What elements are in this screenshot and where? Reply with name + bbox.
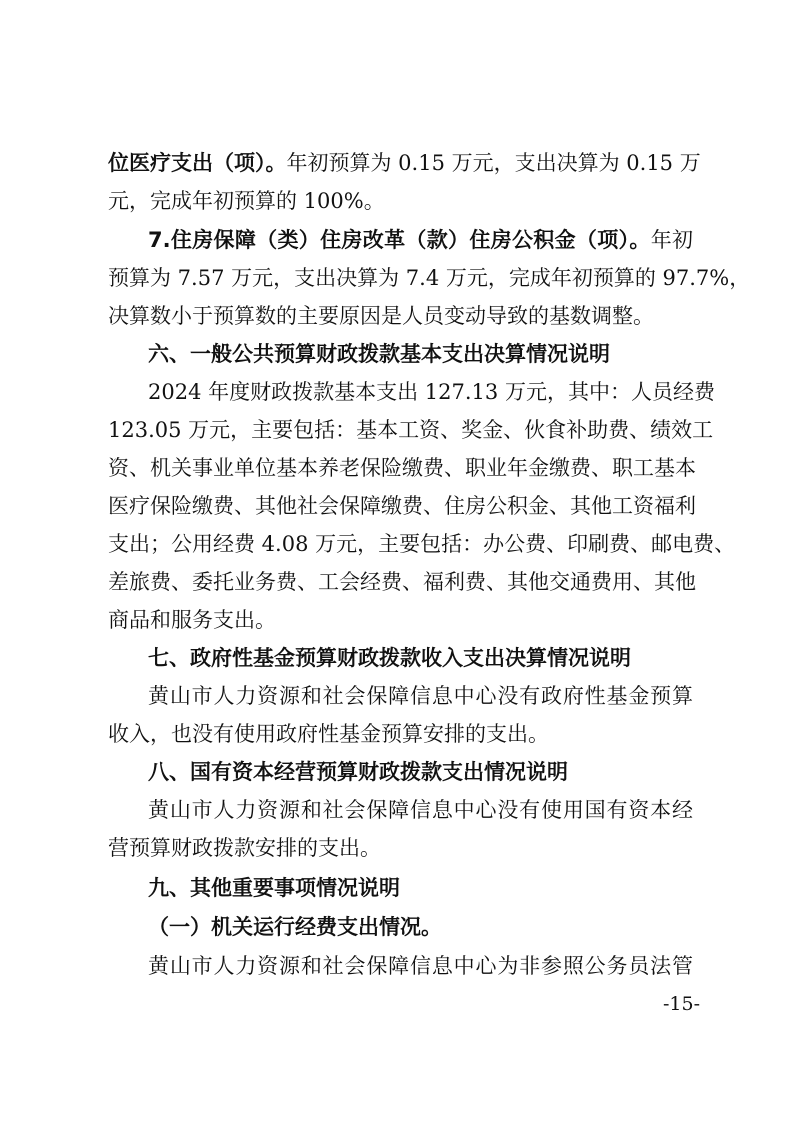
section-heading: 六、一般公共预算财政拨款基本支出决算情况说明 <box>148 342 610 366</box>
body-line: 决算数小于预算数的主要原因是人员变动导致的基数调整。 <box>108 304 654 328</box>
section-heading: 九、其他重要事项情况说明 <box>148 876 400 900</box>
body-text: 年初 <box>650 228 694 252</box>
body-line: 2024 年度财政拨款基本支出 127.13 万元，其中：人员经费 <box>148 380 715 404</box>
body-line <box>148 225 693 255</box>
body-line: 差旅费、委托业务费、工会经费、福利费、其他交通费用、其他 <box>108 570 696 594</box>
page-number: -15- <box>662 993 700 1015</box>
body-text: 年初预算为 0.15 万元，支出决算为 0.15 万 <box>286 151 701 175</box>
section-heading: 七、政府性基金预算财政拨款收入支出决算情况说明 <box>148 646 631 670</box>
body-line: 黄山市人力资源和社会保障信息中心没有使用国有资本经 <box>148 798 693 822</box>
subsection-heading: （一）机关运行经费支出情况。 <box>148 915 442 939</box>
body-line: 支出；公用经费 4.08 万元，主要包括：办公费、印刷费、邮电费、 <box>108 532 736 556</box>
body-line: 元，完成年初预算的 100%。 <box>108 189 385 213</box>
body-line <box>108 148 701 178</box>
body-line: 预算为 7.57 万元，支出决算为 7.4 万元，完成年初预算的 97.7%， <box>108 266 751 290</box>
body-line: 医疗保险缴费、其他社会保障缴费、住房公积金、其他工资福利 <box>108 494 696 518</box>
body-line: 商品和服务支出。 <box>108 608 276 632</box>
body-line: 123.05 万元，主要包括：基本工资、奖金、伙食补助费、绩效工 <box>108 418 714 442</box>
body-line: 营预算财政拨款安排的支出。 <box>108 836 381 860</box>
item-heading: 位医疗支出（项）。 <box>108 151 287 175</box>
body-line: 收入，也没有使用政府性基金预算安排的支出。 <box>108 722 549 746</box>
section-heading: 八、国有资本经营预算财政拨款支出情况说明 <box>148 760 568 784</box>
body-line: 资、机关事业单位基本养老保险缴费、职业年金缴费、职工基本 <box>108 456 696 480</box>
item-heading: 7.住房保障（类）住房改革（款）住房公积金（项）。 <box>148 228 651 252</box>
body-line: 黄山市人力资源和社会保障信息中心没有政府性基金预算 <box>148 684 693 708</box>
body-line: 黄山市人力资源和社会保障信息中心为非参照公务员法管 <box>148 954 693 978</box>
